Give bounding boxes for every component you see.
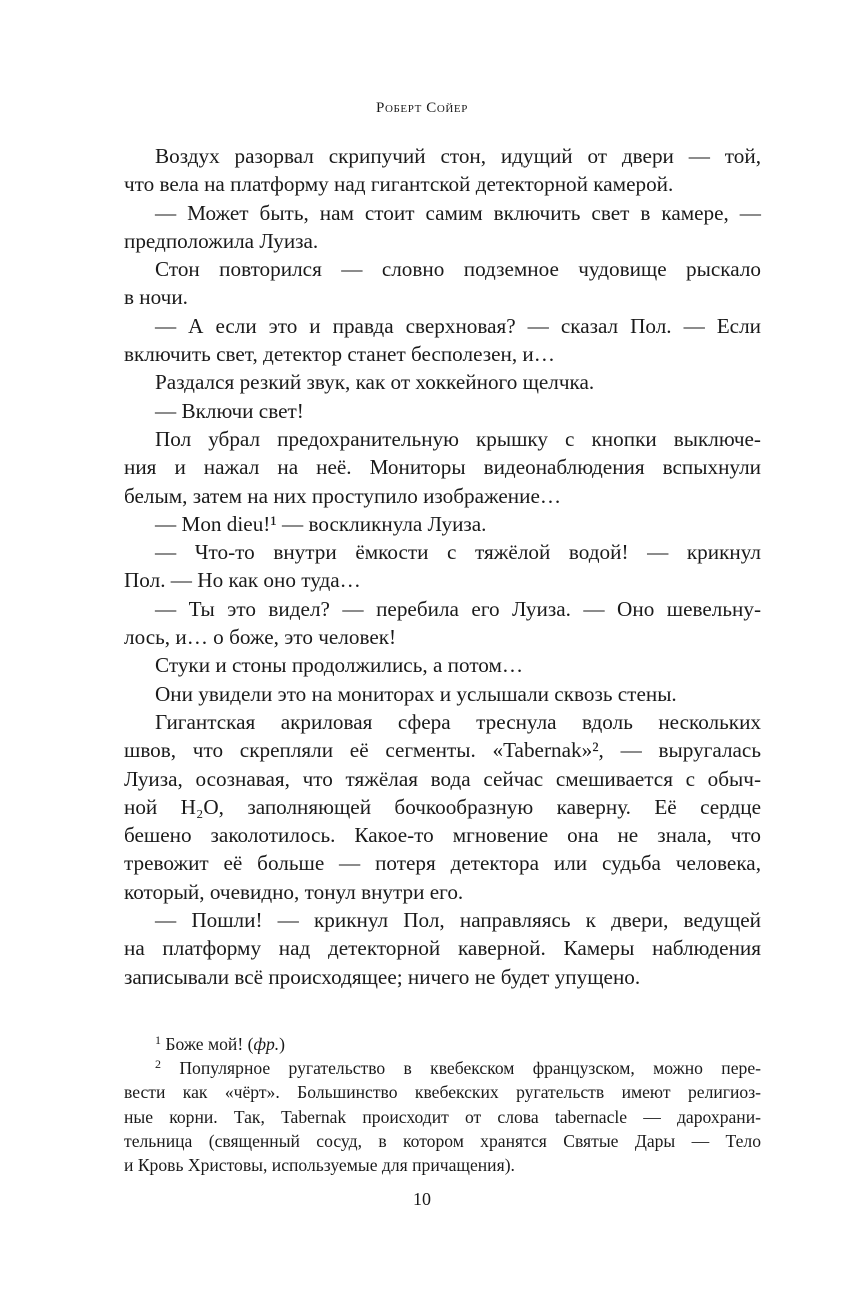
body-text [124,142,761,991]
footnote-1 [124,1032,761,1056]
text-line: — Может быть, нам стоит самим включить свет в камере, — [155,200,761,225]
footnote-2-mark: 2 [155,1057,161,1072]
text-line: Раздался резкий звук, как от хоккейного щелчка. [155,370,595,395]
text-line: Стуки и стоны продолжились, а потом… [155,653,524,678]
text-line: — Mon dieu!¹ — воскликнула Луиза. [155,511,487,536]
footnote-2-line [124,1056,761,1080]
text-line: на платформу над детекторной каверной. Камеры наблюдения [124,936,761,961]
footnotes [124,1032,761,1177]
text-line: что вела на платформу над гигантской детекторной камерой. [124,172,674,197]
running-head: Роберт Сойер [376,100,468,116]
text-line: — Что-то внутри ёмкости с тяжёлой водой! — крикнул [155,540,761,565]
text-line: — Ты это видел? — перебила его Луиза. — Оно шевельну- [155,596,761,621]
text-line: Гигантская акриловая сфера треснула вдоль нескольких [155,709,761,734]
text-line: предположила Луиза. [124,228,319,253]
text-line: ной H₂O, заполняющей бочкообразную каверну. Её сердце [124,794,761,819]
text-line: Воздух разорвал скрипучий стон, идущий от двери — той, [155,144,761,168]
footnote-2-line: вести как «чёрт». Большинство квебекских ругательств имеют религиоз- [124,1082,761,1103]
text-line: Пол. — Но как оно туда… [124,568,361,593]
footnote-2-line: тельница (священный сосуд, в котором хранятся Святые Дары — Тело [124,1130,761,1151]
text-line: Пол убрал предохранительную крышку с кнопки выключе- [155,426,761,451]
text-line: который, очевидно, тонул внутри его. [124,879,464,904]
footnote-2-text: Популярное ругательство в квебекском французском, можно пере- [179,1058,761,1079]
text-line: записывали всё происходящее; ничего не будет упущено. [124,964,641,989]
page-number: 10 [413,1189,431,1209]
footnote-1-text: Боже мой! ( [165,1034,254,1054]
text-line: — А если это и правда сверхновая? — сказал Пол. — Если [155,313,761,338]
text-line: ния и нажал на неё. Мониторы видеонаблюдения вспыхнули [124,455,761,480]
footnote-2-line: и Кровь Христовы, используемые для причащения). [124,1154,515,1175]
text-line: в ночи. [124,285,188,310]
text-line: швов, что скрепляли её сегменты. «Tabernak»², — выругалась [124,738,761,763]
text-line: — Включи свет! [155,398,304,423]
text-line: бешено заколотилось. Какое-то мгновение она не знала, что [124,823,761,848]
text-line: Луиза, осознавая, что тяжёлая вода сейчас смешивается с обыч- [124,766,761,791]
text-line: Стон повторился — словно подземное чудовище рыскало [155,257,761,282]
footnote-1-mark: 1 [155,1033,161,1047]
footnote-1-abbr: фр. [253,1034,280,1054]
text-line: включить свет, детектор станет бесполезен, и… [124,342,555,367]
text-line: Они увидели это на мониторах и услышали сквозь стены. [155,681,677,706]
text-line: тревожит её больше — потеря детектора или судьба человека, [124,851,761,876]
footnote-1-close: ) [279,1034,286,1054]
text-line: белым, затем на них проступило изображение… [124,483,562,508]
footnote-2-line: ные корни. Так, Tabernak происходит от слова tabernacle — дарохрани- [124,1106,761,1127]
text-line: — Пошли! — крикнул Пол, направляясь к двери, ведущей [155,908,761,933]
text-line: лось, и… о боже, это человек! [124,625,397,650]
